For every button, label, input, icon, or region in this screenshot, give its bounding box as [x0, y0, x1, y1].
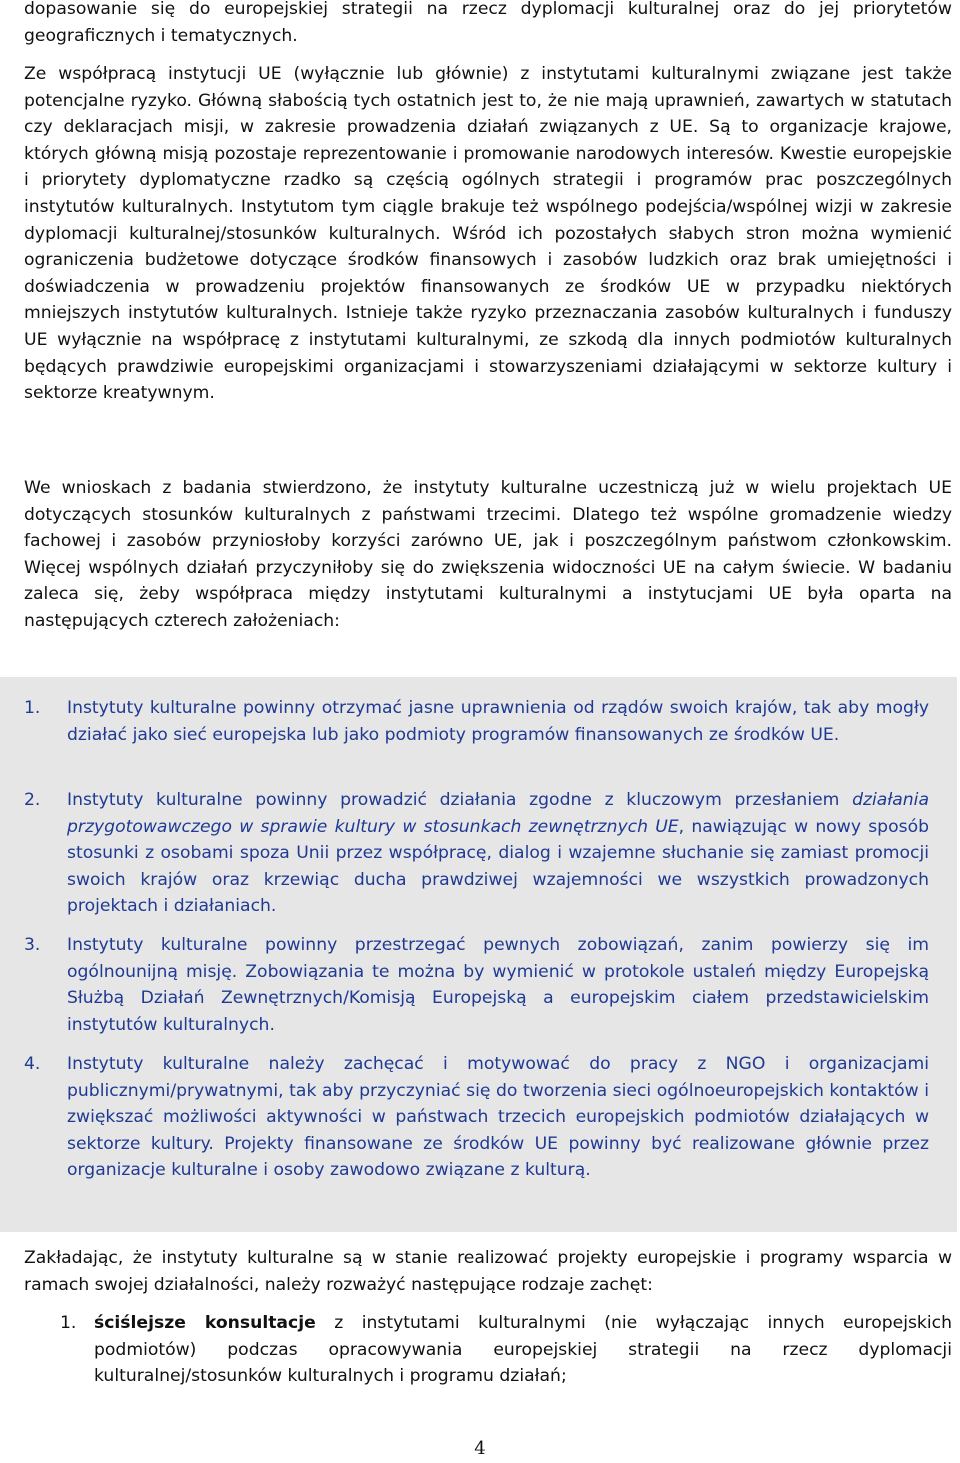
recommendation-number: 4.	[24, 1054, 41, 1074]
recommendation-text-part: Instytuty kulturalne powinny prowadzić działania zgodne z kluczowym przesłaniem	[67, 790, 853, 810]
paragraph-risks: Ze współpracą instytucji UE (wyłącznie lub głównie) z instytutami kulturalnymi związane jest także potencjalne ryzyko. Główną słabością tych ostatnich jest to, że nie mają uprawnień, zawartych w statutach czy deklaracjach misji, w zakresie prowadzenia działań związanych z UE. Są to organizacje krajowe, których główną misją pozostaje reprezentowanie i promowanie narodowych interesów. Kwestie europejskie i priorytety dyplomatyczne rzadko są częścią ogólnych strategii i programów prac poszczególnych instytutów kulturalnych. Instytutom tym ciągle brakuje też wspólnego podejścia/wspólnej wizji w zakresie dyplomacji kulturalnej/stosunków kulturalnych. Wśród ich pozostałych słabych stron można wymienić ograniczenia budżetowe dotyczące środków finansowych i zasobów ludzkich oraz brak umiejętności i doświadczenia w prowadzeniu projektów finansowanych ze środków UE w przypadku niektórych mniejszych instytutów kulturalnych. Istnieje także ryzyko przeznaczania zasobów kulturalnych i funduszy UE wyłącznie na współpracę z instytutami kulturalnymi, ze szkodą dla innych podmiotów kulturalnych będących prawdziwie europejskimi organizacjami i stowarzyszeniami działającymi w sektorze kultury i sektorze kreatywnym.	[24, 64, 952, 404]
incentive-item	[60, 1310, 952, 1390]
recommendation-item	[24, 932, 929, 1038]
recommendation-number: 1.	[24, 698, 41, 718]
recommendation-item	[24, 787, 929, 920]
paragraph-conclusions: We wnioskach z badania stwierdzono, że instytuty kulturalne uczestniczą już w wielu projektach UE dotyczących stosunków kulturalnych z państwami trzecimi. Dlatego też wspólne gromadzenie wiedzy fachowej i zasobów przyniosłoby korzyści zarówno UE, jak i poszczególnym państwom członkowskim. Więcej wspólnych działań przyczyniłoby się do zwiększenia widoczności UE na całym świecie. W badaniu zaleca się, żeby współpraca między instytutami kulturalnymi a instytucjami UE była oparta na następujących czterech założeniach:	[24, 478, 952, 631]
incentive-number: 1.	[60, 1313, 77, 1333]
recommendation-text: Instytuty kulturalne należy zachęcać i motywować do pracy z NGO i organizacjami publicznymi/prywatnymi, tak aby przyczyniać się do tworzenia sieci ogólnoeuropejskich kontaktów i zwiększać możliwości aktywności w państwach trzecich europejskich podmiotów działających w sektorze kultury. Projekty finansowane ze środków UE powinny być realizowane głównie przez organizacje kulturalne i osoby zawodowo związane z kulturą.	[67, 1054, 929, 1181]
recommendation-text: Instytuty kulturalne powinny przestrzegać pewnych zobowiązań, zanim powierzy się im ogólnounijną misję. Zobowiązania te można by wymienić w protokole ustaleń między Europejską Służbą Działań Zewnętrznych/Komisją Europejską a europejskim ciałem przedstawicielskim instytutów kulturalnych.	[67, 935, 929, 1035]
page-number: 4	[474, 1438, 486, 1459]
recommendation-text-italic: działania przygotowawczego w sprawie kultury w stosunkach zewnętrznych UE	[67, 790, 929, 837]
paragraph-incentives-intro: Zakładając, że instytuty kulturalne są w stanie realizować projekty europejskie i programy wsparcia w ramach swojej działalności, należy rozważyć następujące rodzaje zachęt:	[24, 1248, 952, 1295]
recommendation-item	[24, 1051, 929, 1184]
incentive-text	[94, 1310, 952, 1390]
recommendation-text	[67, 787, 929, 920]
paragraph-intro: dopasowanie się do europejskiej strategii na rzecz dyplomacji kulturalnej oraz do jej priorytetów geograficznych i tematycznych.	[24, 0, 952, 46]
recommendation-number: 2.	[24, 790, 41, 810]
recommendation-text-part: , nawiązując w nowy sposób stosunki z osobami spoza Unii przez współpracę, dialog i wzajemne słuchanie się zamiast promocji swoich krajów oraz krzewiąc ducha prawdziwej wzajemności we wszystkich prowadzonych projektach i działaniach.	[67, 816, 929, 917]
recommendation-item	[24, 695, 929, 748]
incentive-text-part: z instytutami kulturalnymi (nie wyłączając innych europejskich podmiotów) podczas opracowywania europejskiej strategii na rzecz dyplomacji kulturalnej/stosunków kulturalnych i programu działań;	[94, 1313, 953, 1387]
incentive-bold-lead: ściślejsze konsultacje	[94, 1313, 316, 1333]
recommendation-text: Instytuty kulturalne powinny otrzymać jasne uprawnienia od rządów swoich krajów, tak aby mogły działać jako sieć europejska lub jako podmioty programów finansowanych ze środków UE.	[67, 698, 929, 745]
recommendation-number: 3.	[24, 935, 41, 955]
